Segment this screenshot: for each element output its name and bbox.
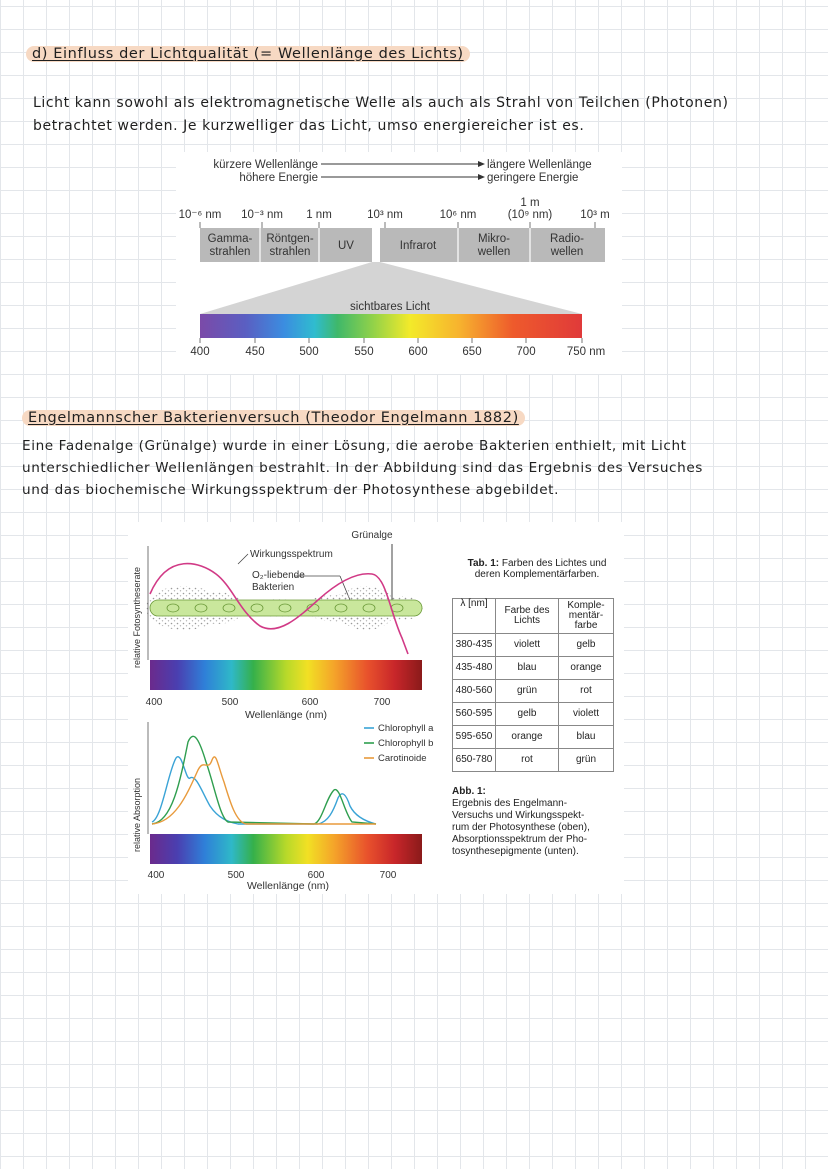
carotinoide-curve — [152, 757, 376, 824]
em-spectrum-figure — [176, 152, 622, 374]
arrow-head-icon — [478, 174, 485, 180]
table-header: λ [nm] — [453, 599, 496, 634]
visible-tick: 750 nm — [566, 346, 606, 358]
table-caption-text: Farben des Lichtes und — [501, 558, 607, 569]
visible-tick: 550 — [354, 346, 374, 358]
band-radio: Radio- — [550, 233, 584, 245]
visible-tick: 500 — [299, 346, 319, 358]
table-cell: gelb — [496, 703, 559, 726]
table-row — [453, 726, 614, 749]
legend-carotinoide: Carotinoide — [378, 753, 427, 764]
table-header-row — [453, 599, 614, 634]
xlabel-bottom: Wellenlänge (nm) — [246, 880, 330, 892]
arrow-head-icon — [478, 161, 485, 167]
table-cell: blau — [559, 726, 614, 749]
visible-tick: 400 — [190, 346, 210, 358]
figure-caption-title: Abb. 1: — [452, 786, 486, 797]
table-row — [453, 703, 614, 726]
section-heading: d) Einfluss der Lichtqualität (= Wellenlänge des Lichts) — [26, 46, 470, 62]
table-caption-text-2: deren Komplementärfarben. — [474, 569, 600, 580]
xlabel-top: Wellenlänge (nm) — [244, 709, 328, 721]
table-cell: grün — [559, 749, 614, 772]
table-caption — [452, 558, 622, 580]
visible-spectrum-bar — [200, 314, 582, 338]
tick-top: 600 — [301, 697, 319, 708]
band-xray-2: strahlen — [269, 246, 311, 258]
gruenalge-label: Grünalge — [351, 530, 393, 541]
engelmann-paragraph — [22, 435, 703, 501]
band-radio-2: wellen — [550, 246, 584, 258]
tick-bottom: 700 — [379, 870, 397, 881]
legend-chlorophyll-a: Chlorophyll a — [378, 723, 434, 734]
scale-label: 10⁻⁶ nm — [178, 209, 222, 221]
tick-bottom: 400 — [147, 870, 165, 881]
engelmann-line-2: unterschiedlicher Wellenlängen bestrahlt. In der Abbildung sind das Ergebnis des Versuches — [22, 460, 703, 476]
legend-chlorophyll-b: Chlorophyll b — [378, 738, 434, 749]
table-cell: 650-780 — [453, 749, 496, 772]
scale-label: 10³ m — [580, 209, 610, 221]
tick-bottom: 500 — [227, 870, 245, 881]
lower-energy-label: geringere Energie — [487, 172, 579, 184]
band-uv: UV — [338, 240, 354, 252]
table-row — [453, 634, 614, 657]
table-cell: 595-650 — [453, 726, 496, 749]
visible-tick: 600 — [408, 346, 428, 358]
intro-line-2: betrachtet werden. Je kurzwelliger das Licht, umso energiereicher ist es. — [33, 118, 585, 134]
band-gamma: Gamma- — [207, 233, 253, 245]
chlorophyll-b-curve — [152, 736, 376, 824]
tick-top: 400 — [145, 697, 163, 708]
scale-ticks — [200, 222, 595, 228]
figure-caption-line: tosynthesepigmente (unten). — [452, 846, 579, 857]
visible-gap — [372, 228, 380, 262]
intro-paragraph — [33, 92, 729, 138]
alga-filament — [150, 600, 422, 616]
color-table — [452, 598, 614, 772]
band-microwave-2: wellen — [477, 246, 511, 258]
table-cell: grün — [496, 680, 559, 703]
band-gamma-2: strahlen — [209, 246, 251, 258]
visible-tick: 650 — [462, 346, 482, 358]
engelmann-line-3: und das biochemische Wirkungsspektrum der Photosynthese abgebildet. — [22, 482, 560, 498]
figure-caption — [452, 786, 618, 858]
table-row — [453, 749, 614, 772]
visible-light-label: sichtbares Licht — [350, 301, 430, 313]
longer-wavelength-label: längere Wellenlänge — [487, 159, 592, 171]
table-cell: gelb — [559, 634, 614, 657]
higher-energy-label: höhere Energie — [239, 172, 318, 184]
table-cell: orange — [496, 726, 559, 749]
band-xray: Röntgen- — [266, 233, 314, 245]
figure-caption-line: Absorptionsspektrum der Pho- — [452, 834, 588, 845]
table-row — [453, 680, 614, 703]
table-row — [453, 657, 614, 680]
wirkungsspektrum-label: Wirkungsspektrum — [250, 549, 333, 560]
scale-label: (10⁹ nm) — [507, 209, 553, 221]
y-label-bottom: relative Absorption — [132, 777, 142, 852]
tick-bottom: 600 — [307, 870, 325, 881]
figure-caption-line: rum der Photosynthese (oben), — [452, 822, 590, 833]
scale-label: 1 m — [520, 197, 540, 209]
table-cell: violett — [559, 703, 614, 726]
scale-label: 1 nm — [306, 209, 332, 221]
scale-label: 10⁶ nm — [439, 209, 477, 221]
table-cell: 480-560 — [453, 680, 496, 703]
table-cell: 560-595 — [453, 703, 496, 726]
band-infrared: Infrarot — [399, 240, 437, 252]
engelmann-line-1: Eine Fadenalge (Grünalge) wurde in einer Lösung, die aerobe Bakterien enthielt, mit Licht — [22, 438, 687, 454]
rainbow-bar-bottom — [150, 834, 422, 864]
intro-line-1: Licht kann sowohl als elektromagnetische Welle als auch als Strahl von Teilchen (Photonen) — [33, 95, 729, 111]
figure-caption-line: Ergebnis des Engelmann- — [452, 798, 568, 809]
table-cell: 380-435 — [453, 634, 496, 657]
o2-bacteria-label-1: O₂-liebende — [252, 570, 305, 581]
table-header: Komple-mentär-farbe — [559, 599, 614, 634]
o2-bacteria-label-2: Bakterien — [252, 582, 295, 593]
y-label-top: relative Fotosyntheserate — [132, 566, 142, 668]
table-header: Farbe des Lichts — [496, 599, 559, 634]
figure-caption-line: Versuchs und Wirkungsspekt- — [452, 810, 585, 821]
table-cell: orange — [559, 657, 614, 680]
rainbow-bar-top — [150, 660, 422, 690]
chlorophyll-a-curve — [152, 757, 376, 824]
table-cell: 435-480 — [453, 657, 496, 680]
table-cell: violett — [496, 634, 559, 657]
visible-tick: 700 — [516, 346, 536, 358]
table-cell: blau — [496, 657, 559, 680]
table-caption-title: Tab. 1: — [467, 558, 500, 569]
scale-label: 10³ nm — [367, 209, 403, 221]
engelmann-figure — [128, 522, 624, 894]
engelmann-heading: Engelmannscher Bakterienversuch (Theodor Engelmann 1882) — [22, 410, 525, 426]
tick-top: 700 — [373, 697, 391, 708]
shorter-wavelength-label: kürzere Wellenlänge — [213, 159, 318, 171]
visible-tick: 450 — [245, 346, 265, 358]
scale-label: 10⁻³ nm — [241, 209, 283, 221]
tick-top: 500 — [221, 697, 239, 708]
table-cell: rot — [559, 680, 614, 703]
table-cell: rot — [496, 749, 559, 772]
band-microwave: Mikro- — [478, 233, 510, 245]
